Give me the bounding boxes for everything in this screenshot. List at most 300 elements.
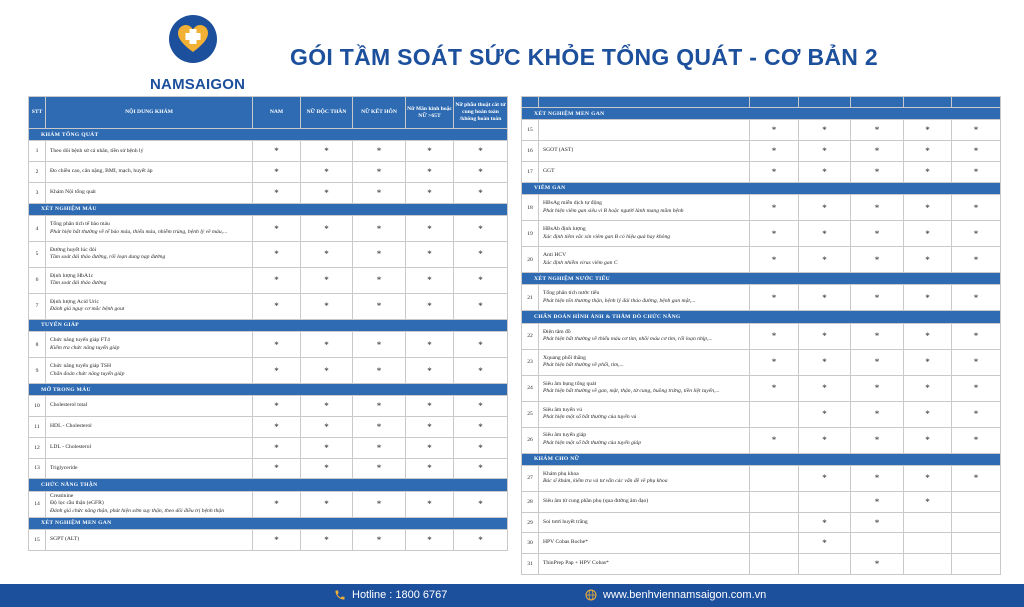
eligibility-mark: * (851, 491, 904, 512)
row-number: 1 (29, 141, 46, 162)
table-row (522, 401, 1001, 427)
service-description: Bác sĩ khám, kiểm tra và tư vấn các vấn đề về phụ khoa (543, 478, 668, 485)
service-cell (46, 437, 253, 458)
section-title: KHÁM TỔNG QUÁT (29, 129, 508, 141)
eligibility-mark (904, 512, 952, 533)
section-header (522, 182, 1001, 194)
eligibility-mark (750, 491, 799, 512)
eligibility-mark: * (904, 349, 952, 375)
service-description: Tầm soát đái tháo đường, rối loạn dung nạp đường (50, 254, 166, 261)
table-row (522, 427, 1001, 453)
table-row (29, 417, 508, 438)
eligibility-mark: * (454, 458, 508, 479)
eligibility-mark: * (253, 241, 301, 267)
table-row (29, 141, 508, 162)
row-number: 8 (29, 332, 46, 358)
service-cell (539, 221, 750, 247)
eligibility-mark: * (301, 162, 353, 183)
eligibility-mark (750, 465, 799, 491)
section-title: MỠ TRONG MÁU (29, 383, 508, 395)
service-name: HDL - Cholesterol (50, 423, 92, 430)
table-row (522, 512, 1001, 533)
eligibility-mark: * (904, 285, 952, 311)
table-row (29, 332, 508, 358)
eligibility-mark: * (301, 458, 353, 479)
eligibility-mark (904, 533, 952, 554)
section-header (522, 272, 1001, 284)
eligibility-mark: * (904, 161, 952, 182)
service-cell (539, 375, 750, 401)
eligibility-mark: * (353, 182, 406, 203)
row-number: 6 (29, 267, 46, 293)
column-header: NỮ ĐỘC THÂN (301, 97, 353, 129)
service-description: Đánh giá chức năng thận, phát hiện sớm suy thận, theo dõi điều trị bệnh thận (50, 507, 224, 514)
eligibility-mark: * (952, 375, 1001, 401)
service-cell (539, 427, 750, 453)
row-number: 20 (522, 247, 539, 273)
eligibility-mark: * (454, 241, 508, 267)
service-name: HPV Cobas Roche* (543, 539, 588, 546)
eligibility-mark: * (253, 162, 301, 183)
table-row (522, 465, 1001, 491)
eligibility-mark: * (253, 396, 301, 417)
column-header: STT (29, 97, 46, 129)
section-title: XÉT NGHIỆM MEN GAN (29, 517, 508, 529)
eligibility-mark (952, 512, 1001, 533)
column-header: Nữ phẫu thuật cắt tử cung hoàn toàn /không hoàn toàn (454, 97, 508, 129)
eligibility-mark: * (301, 141, 353, 162)
row-number: 24 (522, 375, 539, 401)
service-name: Định lượng HbA1c (50, 272, 94, 279)
section-title: CHỨC NĂNG THẬN (29, 479, 508, 491)
service-name: Đường huyết lúc đói (50, 246, 97, 253)
row-number: 17 (522, 161, 539, 182)
eligibility-mark: * (904, 323, 952, 349)
service-cell (46, 417, 253, 438)
section-title: XÉT NGHIỆM NƯỚC TIỂU (522, 272, 1001, 284)
eligibility-mark: * (301, 267, 353, 293)
eligibility-mark: * (454, 530, 508, 551)
eligibility-mark: * (799, 161, 851, 182)
service-cell (539, 465, 750, 491)
eligibility-mark: * (851, 401, 904, 427)
table-row (29, 530, 508, 551)
service-name: Soi tươi huyết trắng (543, 518, 588, 525)
section-header (29, 319, 508, 331)
eligibility-mark: * (750, 427, 799, 453)
eligibility-mark: * (454, 162, 508, 183)
column-header: NỮ KẾT HÔN (353, 97, 406, 129)
eligibility-mark: * (353, 162, 406, 183)
eligibility-mark: * (851, 349, 904, 375)
service-name: Siêu âm tử cung phần phụ (qua đường âm đạo) (543, 497, 649, 504)
eligibility-mark: * (904, 465, 952, 491)
right-table-header (522, 97, 1001, 108)
eligibility-mark: * (353, 437, 406, 458)
eligibility-mark (952, 533, 1001, 554)
eligibility-mark: * (454, 182, 508, 203)
service-name: Khám phụ khoa (543, 470, 579, 477)
eligibility-mark: * (799, 375, 851, 401)
section-header (522, 108, 1001, 120)
service-description: Tầm soát đái tháo đường (50, 280, 107, 287)
eligibility-mark: * (253, 417, 301, 438)
service-cell (46, 491, 253, 517)
eligibility-mark: * (406, 162, 454, 183)
eligibility-mark: * (799, 195, 851, 221)
service-name: Điện tâm đồ (543, 328, 571, 335)
eligibility-mark: * (851, 554, 904, 575)
eligibility-mark: * (301, 491, 353, 517)
section-header (522, 453, 1001, 465)
row-number: 29 (522, 512, 539, 533)
section-title: TUYẾN GIÁP (29, 319, 508, 331)
eligibility-mark (750, 512, 799, 533)
brand-name: NAMSAIGON (150, 76, 246, 93)
section-title: VIÊM GAN (522, 182, 1001, 194)
eligibility-mark: * (851, 465, 904, 491)
eligibility-mark: * (406, 358, 454, 384)
eligibility-mark: * (851, 285, 904, 311)
service-name: Khám Nội tổng quát (50, 189, 96, 195)
eligibility-mark: * (750, 285, 799, 311)
eligibility-mark: * (851, 247, 904, 273)
service-name: GGT (543, 168, 555, 175)
table-row (29, 216, 508, 242)
hotline-text: Hotline : 1800 6767 (352, 589, 448, 601)
eligibility-mark: * (406, 293, 454, 319)
column-header (952, 97, 1001, 108)
eligibility-mark: * (301, 530, 353, 551)
eligibility-mark: * (904, 401, 952, 427)
column-header: NAM (253, 97, 301, 129)
row-number: 15 (522, 120, 539, 141)
column-header (539, 97, 750, 108)
table-row (29, 358, 508, 384)
eligibility-mark: * (904, 247, 952, 273)
website-link[interactable]: www.benhviennamsaigon.com.vn (603, 589, 767, 601)
eligibility-mark: * (851, 195, 904, 221)
eligibility-mark: * (904, 141, 952, 162)
table-row (29, 396, 508, 417)
service-name: Triglyceride (50, 464, 78, 471)
eligibility-mark (750, 533, 799, 554)
section-header (522, 311, 1001, 323)
eligibility-mark: * (851, 323, 904, 349)
eligibility-mark: * (904, 195, 952, 221)
eligibility-mark: * (353, 458, 406, 479)
section-title: KHÁM CHO NỮ (522, 453, 1001, 465)
eligibility-mark: * (353, 358, 406, 384)
eligibility-mark (952, 554, 1001, 575)
section-header (29, 129, 508, 141)
service-cell (539, 120, 750, 141)
table-row (29, 458, 508, 479)
eligibility-mark: * (904, 491, 952, 512)
eligibility-mark: * (952, 285, 1001, 311)
eligibility-mark: * (952, 195, 1001, 221)
service-cell (46, 530, 253, 551)
table-row (522, 285, 1001, 311)
row-number: 4 (29, 216, 46, 242)
website[interactable] (585, 589, 766, 601)
eligibility-mark: * (750, 247, 799, 273)
eligibility-mark: * (353, 417, 406, 438)
service-description: Phát hiện một số bất thường của tuyến giáp (543, 440, 642, 447)
service-cell (539, 512, 750, 533)
service-description: Phát hiện bất thường về gan, mật, thận, tử cung, buồng trứng, tiền liệt tuyến,... (543, 388, 720, 395)
left-service-table (28, 96, 508, 551)
column-header (522, 97, 539, 108)
column-header (904, 97, 952, 108)
eligibility-mark: * (799, 221, 851, 247)
eligibility-mark (799, 554, 851, 575)
row-number: 27 (522, 465, 539, 491)
row-number: 23 (522, 349, 539, 375)
eligibility-mark: * (851, 161, 904, 182)
eligibility-mark: * (353, 141, 406, 162)
section-title: CHẨN ĐOÁN HÌNH ẢNH & THĂM DÒ CHỨC NĂNG (522, 311, 1001, 323)
row-number: 3 (29, 182, 46, 203)
row-number: 14 (29, 491, 46, 517)
service-name: Siêu âm bụng tổng quát (543, 380, 597, 387)
eligibility-mark (904, 554, 952, 575)
service-cell (46, 216, 253, 242)
column-header (851, 97, 904, 108)
service-description: Chẩn đoán chức năng tuyến giáp (50, 370, 125, 377)
service-cell (46, 396, 253, 417)
eligibility-mark: * (952, 323, 1001, 349)
right-service-table (521, 96, 1001, 575)
service-cell (539, 195, 750, 221)
row-number: 2 (29, 162, 46, 183)
service-cell (539, 141, 750, 162)
eligibility-mark: * (253, 458, 301, 479)
eligibility-mark: * (799, 120, 851, 141)
eligibility-mark: * (253, 437, 301, 458)
service-cell (46, 141, 253, 162)
eligibility-mark: * (253, 491, 301, 517)
eligibility-mark: * (952, 465, 1001, 491)
eligibility-mark: * (406, 241, 454, 267)
table-row (522, 375, 1001, 401)
eligibility-mark: * (799, 285, 851, 311)
eligibility-mark (799, 491, 851, 512)
row-number: 11 (29, 417, 46, 438)
eligibility-mark: * (799, 512, 851, 533)
service-cell (539, 285, 750, 311)
service-name: Chức năng tuyến giáp FT4 (50, 337, 110, 344)
service-name: Chức năng tuyến giáp TSH (50, 362, 112, 369)
row-number: 30 (522, 533, 539, 554)
service-cell (46, 267, 253, 293)
eligibility-mark: * (750, 375, 799, 401)
service-name: Xquang phổi thẳng (543, 354, 586, 361)
eligibility-mark: * (454, 396, 508, 417)
service-cell (46, 358, 253, 384)
eligibility-mark: * (851, 512, 904, 533)
eligibility-mark: * (904, 427, 952, 453)
eligibility-mark: * (253, 332, 301, 358)
eligibility-mark: * (301, 396, 353, 417)
phone-icon (334, 589, 346, 601)
page-title: GÓI TẦM SOÁT SỨC KHỎE TỔNG QUÁT - CƠ BẢN 2 (290, 44, 878, 70)
table-row (29, 162, 508, 183)
eligibility-mark: * (454, 417, 508, 438)
service-cell (46, 241, 253, 267)
row-number: 22 (522, 323, 539, 349)
table-row (522, 533, 1001, 554)
eligibility-mark: * (406, 267, 454, 293)
service-name: Định lượng Acid Uric (50, 298, 100, 305)
eligibility-mark: * (353, 241, 406, 267)
service-description: Phát hiện tổn thương thận, bệnh lý đái tháo đường, bệnh gan mật,... (543, 297, 696, 304)
section-header (29, 383, 508, 395)
eligibility-mark: * (406, 417, 454, 438)
section-title: XÉT NGHIỆM MÁU (29, 203, 508, 215)
eligibility-mark: * (353, 267, 406, 293)
eligibility-mark: * (952, 161, 1001, 182)
eligibility-mark: * (952, 247, 1001, 273)
eligibility-mark: * (406, 182, 454, 203)
table-row (522, 221, 1001, 247)
eligibility-mark: * (750, 120, 799, 141)
column-header (799, 97, 851, 108)
service-cell (539, 491, 750, 512)
service-description: Phát hiện bất thường về phổi, tim,... (543, 362, 624, 369)
section-header (29, 479, 508, 491)
eligibility-mark: * (454, 437, 508, 458)
table-row (522, 247, 1001, 273)
eligibility-mark: * (406, 530, 454, 551)
service-name: Siêu âm tuyến giáp (543, 432, 587, 439)
service-name: Cholesterol total (50, 402, 88, 409)
eligibility-mark: * (406, 216, 454, 242)
eligibility-mark: * (353, 530, 406, 551)
section-title: XÉT NGHIỆM MEN GAN (522, 108, 1001, 120)
eligibility-mark: * (253, 267, 301, 293)
column-header: Nữ Mãn kinh hoặc NỮ >65T (406, 97, 454, 129)
eligibility-mark: * (353, 491, 406, 517)
table-row (522, 120, 1001, 141)
left-table-header (29, 97, 508, 129)
heart-cross-logo-icon (168, 14, 218, 64)
eligibility-mark: * (952, 401, 1001, 427)
service-name: Theo dõi bệnh sử cá nhân, tiền sử bệnh lý (50, 147, 144, 154)
section-header (29, 517, 508, 529)
eligibility-mark: * (851, 427, 904, 453)
table-row (522, 349, 1001, 375)
row-number: 7 (29, 293, 46, 319)
table-row (29, 182, 508, 203)
service-description: Phát hiện bất thường về thiếu máu cơ tim, nhồi máu cơ tim, rối loạn nhịp,... (543, 336, 713, 343)
table-row (522, 323, 1001, 349)
service-description: Phát hiện bất thường về tế bào máu, thiếu máu, nhiễm trùng, bệnh lý về máu,... (50, 228, 228, 235)
service-name: Đo chiều cao, cân nặng, BMI, mạch, huyết áp (50, 168, 153, 175)
service-description: Đánh giá nguy cơ mắc bệnh gout (50, 306, 125, 313)
eligibility-mark: * (750, 221, 799, 247)
row-number: 5 (29, 241, 46, 267)
eligibility-mark: * (353, 216, 406, 242)
hotline (334, 589, 447, 601)
service-name: LDL - Cholesterol (50, 443, 92, 450)
eligibility-mark: * (454, 332, 508, 358)
service-cell (539, 533, 750, 554)
eligibility-mark: * (851, 221, 904, 247)
service-description: Phát hiện một số bất thường của tuyến vú (543, 414, 637, 421)
service-description: Kiểm tra chức năng tuyến giáp (50, 344, 120, 351)
eligibility-mark: * (904, 375, 952, 401)
eligibility-mark: * (253, 358, 301, 384)
eligibility-mark: * (454, 293, 508, 319)
table-row (522, 195, 1001, 221)
service-cell (539, 554, 750, 575)
row-number: 10 (29, 396, 46, 417)
eligibility-mark: * (301, 332, 353, 358)
eligibility-mark: * (799, 247, 851, 273)
column-header (750, 97, 799, 108)
eligibility-mark (750, 554, 799, 575)
service-cell (539, 349, 750, 375)
row-number: 25 (522, 401, 539, 427)
table-row (29, 293, 508, 319)
eligibility-mark: * (799, 323, 851, 349)
row-number: 9 (29, 358, 46, 384)
row-number: 16 (522, 141, 539, 162)
table-row (522, 141, 1001, 162)
eligibility-mark: * (454, 358, 508, 384)
service-name: SGPT (ALT) (50, 536, 80, 543)
eligibility-mark: * (799, 533, 851, 554)
eligibility-mark: * (851, 141, 904, 162)
table-row (522, 491, 1001, 512)
eligibility-mark: * (952, 141, 1001, 162)
service-description: Phát hiện viêm gan siêu vi B hoặc người lành mang mầm bệnh (543, 207, 684, 214)
service-cell (46, 162, 253, 183)
eligibility-mark: * (406, 437, 454, 458)
eligibility-mark: * (799, 401, 851, 427)
hospital-logo (150, 14, 246, 94)
eligibility-mark: * (952, 427, 1001, 453)
service-name: Tổng phân tích nước tiểu (543, 290, 600, 297)
eligibility-mark: * (301, 358, 353, 384)
table-row (522, 554, 1001, 575)
eligibility-mark: * (406, 141, 454, 162)
eligibility-mark: * (301, 216, 353, 242)
eligibility-mark: * (406, 458, 454, 479)
service-cell (46, 293, 253, 319)
service-name: Tổng phân tích tế bào máu (50, 220, 110, 227)
row-number: 13 (29, 458, 46, 479)
eligibility-mark: * (750, 141, 799, 162)
eligibility-mark: * (353, 332, 406, 358)
eligibility-mark: * (353, 293, 406, 319)
eligibility-mark: * (904, 120, 952, 141)
service-name: HBsAb định lượng (543, 226, 586, 233)
service-cell (539, 323, 750, 349)
eligibility-mark: * (904, 221, 952, 247)
service-cell (46, 458, 253, 479)
table-row (29, 491, 508, 517)
eligibility-mark: * (454, 141, 508, 162)
service-name: Creatinine (50, 492, 74, 499)
eligibility-mark: * (406, 332, 454, 358)
eligibility-mark: * (851, 120, 904, 141)
eligibility-mark: * (301, 182, 353, 203)
footer-bar (0, 584, 1024, 607)
column-header: NỘI DUNG KHÁM (46, 97, 253, 129)
eligibility-mark (851, 533, 904, 554)
